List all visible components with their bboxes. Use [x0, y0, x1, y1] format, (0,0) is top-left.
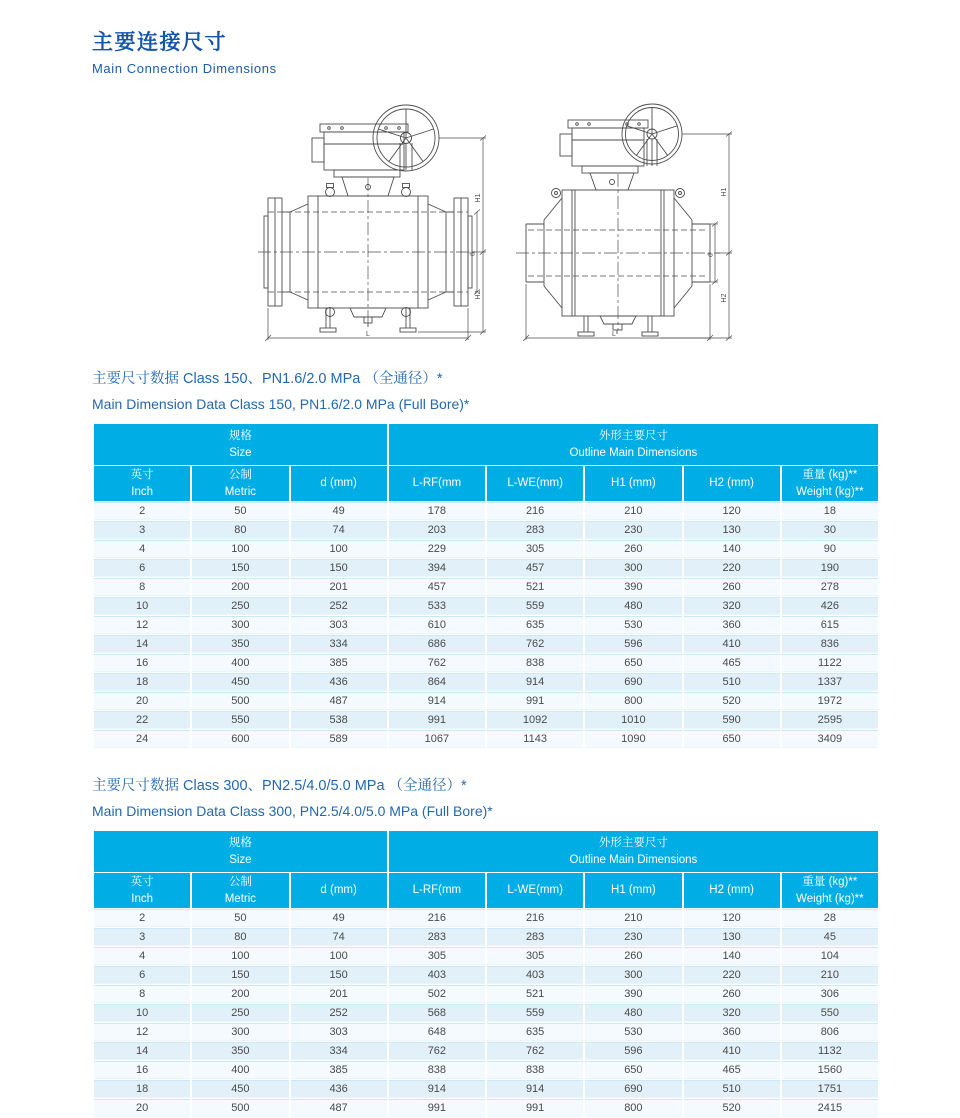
table-cell: 100	[291, 947, 387, 965]
table-cell: 838	[487, 654, 583, 672]
table-cell: 120	[684, 909, 780, 927]
valve-drawings	[238, 90, 880, 342]
table-cell: 2415	[782, 1099, 878, 1117]
table-cell: 403	[487, 966, 583, 984]
table-cell: 480	[585, 1004, 681, 1022]
table-row	[94, 578, 878, 596]
table-cell: 2595	[782, 711, 878, 729]
section-heading-class300	[92, 773, 880, 823]
table-cell: 991	[487, 692, 583, 710]
table-cell: 150	[291, 966, 387, 984]
table-cell: 690	[585, 673, 681, 691]
table-cell: 390	[585, 985, 681, 1003]
table-cell: 610	[389, 616, 485, 634]
table-cell: 220	[684, 966, 780, 984]
table-row	[94, 616, 878, 634]
column-header: 公制 Metric	[192, 873, 288, 908]
table-cell: 334	[291, 635, 387, 653]
table-cell: 2	[94, 502, 190, 520]
table-cell: 18	[782, 502, 878, 520]
welded-valve-drawing	[502, 90, 734, 342]
table-row	[94, 521, 878, 539]
column-header: 英寸 Inch	[94, 466, 190, 501]
table-cell: 300	[585, 966, 681, 984]
column-header: H1 (mm)	[585, 873, 681, 908]
table-cell: 230	[585, 928, 681, 946]
table-row	[94, 635, 878, 653]
table-cell: 3409	[782, 730, 878, 748]
table-row	[94, 597, 878, 615]
column-header: L-RF(mm	[389, 873, 485, 908]
table-cell: 220	[684, 559, 780, 577]
table-cell: 120	[684, 502, 780, 520]
table-row	[94, 502, 878, 520]
table-cell: 600	[192, 730, 288, 748]
table-cell: 24	[94, 730, 190, 748]
table-row	[94, 1099, 878, 1117]
table-cell: 320	[684, 1004, 780, 1022]
dim-label-l: L	[612, 331, 616, 338]
table-cell: 74	[291, 521, 387, 539]
table-cell: 487	[291, 692, 387, 710]
table-cell: 991	[487, 1099, 583, 1117]
table-cell: 50	[192, 909, 288, 927]
dim-label-h1: H1	[475, 193, 482, 203]
column-header: L-RF(mm	[389, 466, 485, 501]
table-cell: 510	[684, 673, 780, 691]
table-cell: 210	[585, 909, 681, 927]
table-cell: 74	[291, 928, 387, 946]
section-heading-zh: 主要尺寸数据 Class 300、PN2.5/4.0/5.0 MPa （全通径）*	[92, 778, 467, 794]
table-cell: 521	[487, 985, 583, 1003]
table-row	[94, 1042, 878, 1060]
table-cell: 283	[487, 928, 583, 946]
stem-bracket	[582, 166, 638, 190]
table-cell: 100	[192, 947, 288, 965]
table-cell: 216	[487, 502, 583, 520]
table-cell: 436	[291, 673, 387, 691]
table-cell: 16	[94, 654, 190, 672]
table-row	[94, 673, 878, 691]
table-cell: 400	[192, 654, 288, 672]
handwheel-icon	[622, 104, 682, 166]
table-cell: 216	[389, 909, 485, 927]
gearbox	[312, 124, 408, 170]
table-row	[94, 559, 878, 577]
table-cell: 500	[192, 692, 288, 710]
table-cell: 278	[782, 578, 878, 596]
table-cell: 836	[782, 635, 878, 653]
table-cell: 150	[192, 559, 288, 577]
table-cell: 260	[585, 947, 681, 965]
table-cell: 49	[291, 909, 387, 927]
table-cell: 457	[487, 559, 583, 577]
table-cell: 45	[782, 928, 878, 946]
table-cell: 635	[487, 616, 583, 634]
table-cell: 252	[291, 597, 387, 615]
table-cell: 250	[192, 1004, 288, 1022]
table-cell: 914	[389, 692, 485, 710]
dimension-lines	[523, 132, 732, 342]
table-cell: 530	[585, 616, 681, 634]
table-cell: 762	[389, 654, 485, 672]
section-heading-class150	[92, 366, 880, 416]
table-cell: 690	[585, 1080, 681, 1098]
table-row	[94, 730, 878, 748]
table-cell: 140	[684, 540, 780, 558]
table-cell: 10	[94, 597, 190, 615]
table-row	[94, 985, 878, 1003]
table-cell: 350	[192, 1042, 288, 1060]
table-row	[94, 1023, 878, 1041]
table-cell: 650	[585, 654, 681, 672]
table-cell: 1092	[487, 711, 583, 729]
table-cell: 320	[684, 597, 780, 615]
table-cell: 283	[389, 928, 485, 946]
table-cell: 410	[684, 1042, 780, 1060]
table-cell: 150	[291, 559, 387, 577]
table-cell: 502	[389, 985, 485, 1003]
handwheel-icon	[373, 105, 439, 171]
table-cell: 210	[782, 966, 878, 984]
table-cell: 635	[487, 1023, 583, 1041]
table-row	[94, 540, 878, 558]
table-cell: 838	[389, 1061, 485, 1079]
table-cell: 550	[192, 711, 288, 729]
table-cell: 130	[684, 928, 780, 946]
table-row	[94, 1004, 878, 1022]
column-header: 公制 Metric	[192, 466, 288, 501]
table-cell: 229	[389, 540, 485, 558]
column-group-header: 规格 Size	[94, 831, 387, 872]
table-cell: 2	[94, 909, 190, 927]
table-row	[94, 711, 878, 729]
column-header: H2 (mm)	[684, 466, 780, 501]
table-cell: 283	[487, 521, 583, 539]
table-cell: 590	[684, 711, 780, 729]
table-cell: 10	[94, 1004, 190, 1022]
table-cell: 306	[782, 985, 878, 1003]
dimension-table-class150	[92, 423, 880, 749]
column-header: H2 (mm)	[684, 873, 780, 908]
table-row	[94, 692, 878, 710]
column-header: L-WE(mm)	[487, 466, 583, 501]
dim-label-d: d	[469, 252, 477, 256]
table-cell: 385	[291, 654, 387, 672]
table-cell: 80	[192, 928, 288, 946]
table-cell: 6	[94, 559, 190, 577]
table-cell: 50	[192, 502, 288, 520]
table-cell: 216	[487, 909, 583, 927]
table-cell: 30	[782, 521, 878, 539]
column-group-header: 外形主要尺寸 Outline Main Dimensions	[389, 424, 878, 465]
table-cell: 100	[192, 540, 288, 558]
table-cell: 648	[389, 1023, 485, 1041]
table-cell: 426	[782, 597, 878, 615]
table-cell: 838	[487, 1061, 583, 1079]
table-cell: 914	[389, 1080, 485, 1098]
table-cell: 520	[684, 692, 780, 710]
column-header: L-WE(mm)	[487, 873, 583, 908]
section-heading-zh: 主要尺寸数据 Class 150、PN1.6/2.0 MPa （全通径）*	[92, 371, 443, 387]
table-cell: 350	[192, 635, 288, 653]
table-cell: 400	[192, 1061, 288, 1079]
table-cell: 8	[94, 578, 190, 596]
table-cell: 250	[192, 597, 288, 615]
table-row	[94, 1080, 878, 1098]
table-cell: 305	[487, 540, 583, 558]
table-cell: 465	[684, 654, 780, 672]
table-cell: 334	[291, 1042, 387, 1060]
table-cell: 80	[192, 521, 288, 539]
page-subtitle: Main Connection Dimensions	[92, 61, 277, 76]
table-cell: 90	[782, 540, 878, 558]
table-cell: 1972	[782, 692, 878, 710]
table-cell: 650	[684, 730, 780, 748]
table-cell: 190	[782, 559, 878, 577]
table-cell: 200	[192, 985, 288, 1003]
table-cell: 1751	[782, 1080, 878, 1098]
dim-label-h2: H2	[475, 290, 482, 300]
table-cell: 589	[291, 730, 387, 748]
table-cell: 390	[585, 578, 681, 596]
table-cell: 686	[389, 635, 485, 653]
table-cell: 100	[291, 540, 387, 558]
table-cell: 3	[94, 521, 190, 539]
table-cell: 596	[585, 1042, 681, 1060]
table-cell: 16	[94, 1061, 190, 1079]
table-cell: 615	[782, 616, 878, 634]
table-cell: 14	[94, 1042, 190, 1060]
section-class300	[92, 773, 880, 1118]
table-cell: 305	[487, 947, 583, 965]
table-cell: 203	[389, 521, 485, 539]
table-cell: 538	[291, 711, 387, 729]
table-row	[94, 928, 878, 946]
column-group-header: 规格 Size	[94, 424, 387, 465]
table-cell: 210	[585, 502, 681, 520]
table-cell: 4	[94, 540, 190, 558]
table-cell: 410	[684, 635, 780, 653]
table-cell: 140	[684, 947, 780, 965]
centerlines	[258, 178, 478, 326]
table-cell: 550	[782, 1004, 878, 1022]
table-cell: 991	[389, 1099, 485, 1117]
table-cell: 201	[291, 985, 387, 1003]
dimension-lines	[265, 136, 486, 342]
table-cell: 806	[782, 1023, 878, 1041]
page-title: 主要连接尺寸	[92, 31, 227, 54]
section-class150	[92, 366, 880, 749]
table-cell: 360	[684, 1023, 780, 1041]
table-cell: 559	[487, 1004, 583, 1022]
flanged-valve-drawing	[238, 90, 490, 342]
table-cell: 914	[487, 1080, 583, 1098]
table-row	[94, 1061, 878, 1079]
stem-bracket	[334, 170, 400, 196]
table-cell: 1132	[782, 1042, 878, 1060]
table-cell: 12	[94, 616, 190, 634]
dim-label-h2: H2	[721, 293, 728, 303]
table-cell: 360	[684, 616, 780, 634]
table-cell: 403	[389, 966, 485, 984]
table-cell: 1067	[389, 730, 485, 748]
table-cell: 150	[192, 966, 288, 984]
table-row	[94, 947, 878, 965]
table-cell: 991	[389, 711, 485, 729]
table-cell: 520	[684, 1099, 780, 1117]
table-cell: 300	[192, 616, 288, 634]
table-cell: 8	[94, 985, 190, 1003]
centerlines	[516, 174, 720, 330]
table-cell: 20	[94, 692, 190, 710]
section-heading-en: Main Dimension Data Class 300, PN2.5/4.0/5.0 MPa (Full Bore)*	[92, 803, 493, 819]
table-cell: 500	[192, 1099, 288, 1117]
table-cell: 201	[291, 578, 387, 596]
table-cell: 260	[585, 540, 681, 558]
table-cell: 596	[585, 635, 681, 653]
table-cell: 4	[94, 947, 190, 965]
table-cell: 1010	[585, 711, 681, 729]
table-cell: 130	[684, 521, 780, 539]
table-cell: 303	[291, 1023, 387, 1041]
table-row	[94, 909, 878, 927]
table-cell: 864	[389, 673, 485, 691]
table-cell: 200	[192, 578, 288, 596]
table-cell: 436	[291, 1080, 387, 1098]
table-cell: 480	[585, 597, 681, 615]
table-cell: 1560	[782, 1061, 878, 1079]
table-row	[94, 654, 878, 672]
column-header: d (mm)	[291, 873, 387, 908]
table-cell: 28	[782, 909, 878, 927]
dim-label-d: d	[707, 253, 715, 257]
table-cell: 762	[487, 635, 583, 653]
table-cell: 303	[291, 616, 387, 634]
column-header: H1 (mm)	[585, 466, 681, 501]
column-header: 重量 (kg)** Weight (kg)**	[782, 466, 878, 501]
table-cell: 800	[585, 692, 681, 710]
table-cell: 260	[684, 985, 780, 1003]
table-cell: 300	[585, 559, 681, 577]
table-cell: 510	[684, 1080, 780, 1098]
table-cell: 450	[192, 673, 288, 691]
table-cell: 465	[684, 1061, 780, 1079]
table-cell: 762	[487, 1042, 583, 1060]
table-row	[94, 966, 878, 984]
table-cell: 1090	[585, 730, 681, 748]
column-header: d (mm)	[291, 466, 387, 501]
table-cell: 260	[684, 578, 780, 596]
table-cell: 394	[389, 559, 485, 577]
table-cell: 487	[291, 1099, 387, 1117]
column-header: 英寸 Inch	[94, 873, 190, 908]
table-cell: 49	[291, 502, 387, 520]
table-cell: 18	[94, 673, 190, 691]
table-cell: 104	[782, 947, 878, 965]
table-cell: 521	[487, 578, 583, 596]
table-cell: 559	[487, 597, 583, 615]
table-cell: 650	[585, 1061, 681, 1079]
dimension-table-class300	[92, 830, 880, 1118]
table-cell: 533	[389, 597, 485, 615]
section-heading-en: Main Dimension Data Class 150, PN1.6/2.0 MPa (Full Bore)*	[92, 396, 470, 412]
table-cell: 18	[94, 1080, 190, 1098]
table-cell: 1122	[782, 654, 878, 672]
table-cell: 12	[94, 1023, 190, 1041]
dim-label-l: L	[366, 331, 370, 338]
table-cell: 178	[389, 502, 485, 520]
table-cell: 6	[94, 966, 190, 984]
table-cell: 530	[585, 1023, 681, 1041]
table-cell: 1143	[487, 730, 583, 748]
table-cell: 762	[389, 1042, 485, 1060]
table-cell: 1337	[782, 673, 878, 691]
table-cell: 914	[487, 673, 583, 691]
table-cell: 385	[291, 1061, 387, 1079]
table-cell: 568	[389, 1004, 485, 1022]
table-cell: 800	[585, 1099, 681, 1117]
table-cell: 252	[291, 1004, 387, 1022]
table-cell: 22	[94, 711, 190, 729]
table-cell: 3	[94, 928, 190, 946]
table-cell: 450	[192, 1080, 288, 1098]
table-cell: 230	[585, 521, 681, 539]
dim-label-h1: H1	[721, 187, 728, 197]
table-cell: 457	[389, 578, 485, 596]
table-cell: 14	[94, 635, 190, 653]
table-cell: 305	[389, 947, 485, 965]
column-header: 重量 (kg)** Weight (kg)**	[782, 873, 878, 908]
table-cell: 20	[94, 1099, 190, 1117]
column-group-header: 外形主要尺寸 Outline Main Dimensions	[389, 831, 878, 872]
table-cell: 300	[192, 1023, 288, 1041]
